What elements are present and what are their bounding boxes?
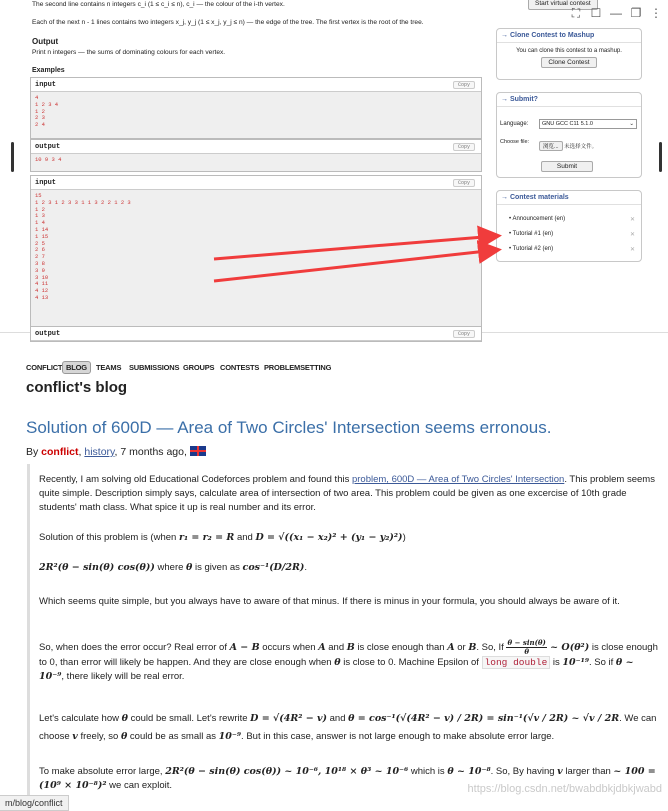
material-announcement[interactable]: • Announcement (en) bbox=[509, 216, 566, 222]
example1-output-text: 10 9 3 4 bbox=[31, 154, 481, 171]
nav-problemsetting[interactable]: PROBLEMSETTING bbox=[264, 363, 332, 372]
meta-by: By bbox=[26, 446, 42, 458]
post-meta bbox=[26, 446, 206, 458]
code-long-double: long double bbox=[482, 656, 551, 669]
scrollbar-left[interactable] bbox=[11, 142, 14, 172]
nav-groups[interactable]: GROUPS bbox=[183, 363, 215, 372]
close-icon: ✕ bbox=[629, 217, 635, 223]
nav-teams[interactable]: TEAMS bbox=[96, 363, 122, 372]
submit-box bbox=[496, 92, 642, 178]
problem-statement bbox=[30, 0, 490, 338]
example2-input-text: 15 1 2 3 1 2 3 3 1 1 3 2 2 1 2 3 1 2 1 3 1 4 1 14 1 15 2 5 2 6 2 7 3 8 3 9 3 10 4 11 4 12 4 13 bbox=[31, 190, 481, 330]
paragraph-7: To make absolute error large, 2R²(θ − sin(θ) cos(θ)) ~ 10⁻⁶, 10¹⁸ × θ³ ~ 10⁻⁶ which is θ ~ 10⁻⁸. So, By having v larger than ~ 100 = (10⁹ × 10⁻⁸)² we can exploit. bbox=[39, 766, 656, 791]
examples-title: Examples bbox=[32, 67, 65, 74]
example2-output-box bbox=[30, 326, 482, 342]
nav-conflict[interactable]: CONFLICT bbox=[26, 363, 63, 372]
nav-submissions[interactable]: SUBMISSIONS bbox=[129, 363, 180, 372]
paragraph-6: Let's calculate how θ could be small. Let's rewrite D = √(4R² − v) and θ = cos⁻¹(√(4R² − v) / 2R) = sin⁻¹(√v / 2R) ~ √v / 2R. We can choose v freely, so θ could be as small as 10⁻⁹. But in this case, answer is not large enough to make absolute error large. bbox=[39, 713, 657, 742]
formula-d: D = √((x₁ − x₂)² + (y₁ − y₂)²) bbox=[255, 532, 403, 543]
meta-sep: , bbox=[78, 446, 85, 458]
statement-line: Each of the next n - 1 lines contains two integers x_j, y_j (1 ≤ x_j, y_j ≤ n) — the edge of the tree. The first vertex is the root of the tree. bbox=[32, 19, 424, 26]
statement-line: The second line contains n integers c_i (1 ≤ c_i ≤ n), c_i — the colour of the i-th vertex. bbox=[32, 1, 285, 8]
status-bar-url: m/blog/conflict bbox=[0, 795, 69, 811]
output-section-title: Output bbox=[32, 37, 59, 46]
expand-icon[interactable]: ⛶ bbox=[571, 6, 581, 20]
output-label: output Copy bbox=[31, 327, 481, 341]
example2-input-box bbox=[30, 175, 482, 331]
input-label: input Copy bbox=[31, 176, 481, 190]
output-label: output Copy bbox=[31, 140, 481, 154]
paragraph-2: Solution of this problem is (when r₁ = r₂ = R and D = √((x₁ − x₂)² + (y₁ − y₂)²)) bbox=[39, 532, 406, 543]
browse-button[interactable]: 浏览... bbox=[539, 141, 563, 151]
problem-link[interactable]: problem, 600D — Area of Two Circles' Intersection bbox=[351, 474, 565, 485]
formula-theta: cos⁻¹(D/2R) bbox=[242, 562, 305, 573]
start-virtual-contest-button[interactable]: Start virtual contest bbox=[528, 0, 598, 10]
window-controls bbox=[568, 2, 668, 24]
scrollbar-right[interactable] bbox=[659, 142, 662, 172]
paragraph-1: Recently, I am solving old Educational Codeforces problem and found this problem, 600D — Area of Two Circles' Intersection. This problem seems quite simple. Description simply says, calculate area of intersection of two area. This problem could be given as one excercise of 10th grade students' math class. What spice it up is real number and its error. bbox=[39, 474, 655, 513]
material-tutorial-1[interactable]: • Tutorial #1 (en) bbox=[509, 231, 554, 237]
example1-output-box bbox=[30, 139, 482, 172]
copy-button[interactable]: Copy bbox=[453, 179, 475, 187]
submit-title: → Submit? bbox=[497, 93, 641, 107]
clone-contest-button[interactable]: Clone Contest bbox=[541, 57, 596, 68]
example1-input-box bbox=[30, 77, 482, 139]
input-label: input Copy bbox=[31, 78, 481, 92]
paragraph-3: 2R²(θ − sin(θ) cos(θ)) where θ is given as cos⁻¹(D/2R). bbox=[39, 562, 308, 573]
nav-contests[interactable]: CONTESTS bbox=[220, 363, 260, 372]
language-select[interactable]: GNU GCC C11 5.1.0 ⌄ bbox=[539, 119, 637, 129]
close-icon: ✕ bbox=[629, 232, 635, 238]
formula-fraction: $\frac{\theta - \sin(\theta)}{\theta}$ bbox=[507, 638, 546, 656]
output-description: Print n integers — the sums of dominating colours for each vertex. bbox=[32, 49, 226, 56]
nav-blog[interactable]: BLOG bbox=[62, 361, 91, 374]
submit-button[interactable]: Submit bbox=[541, 161, 593, 172]
file-input[interactable] bbox=[539, 141, 597, 151]
copy-button[interactable]: Copy bbox=[453, 330, 475, 338]
uk-flag-icon bbox=[190, 446, 206, 456]
problem-screenshot bbox=[0, 0, 668, 338]
clone-contest-title: → Clone Contest to Mashup bbox=[497, 29, 641, 43]
clone-description: You can clone this contest to a mashup. bbox=[516, 48, 622, 54]
chevron-down-icon: ⌄ bbox=[629, 121, 634, 127]
no-file-text: 未选择文件。 bbox=[564, 144, 598, 150]
example1-input-text: 4 1 2 3 4 1 2 2 3 2 4 bbox=[31, 92, 481, 138]
clone-contest-box bbox=[496, 28, 642, 80]
contest-materials-box bbox=[496, 190, 642, 262]
language-label: Language: bbox=[500, 121, 529, 127]
author-link[interactable]: conflict bbox=[41, 446, 79, 458]
material-tutorial-2[interactable]: • Tutorial #2 (en) bbox=[509, 246, 554, 252]
formula-r: r₁ = r₂ = R bbox=[178, 532, 235, 543]
formula-theta-rewrite: θ = cos⁻¹(√(4R² − v) / 2R) = sin⁻¹(√v / 2R) ~ √v / 2R bbox=[348, 713, 620, 724]
paragraph-4: Which seems quite simple, but you always have to aware of that minus. If there is minus in your formula, you should always be aware of it. bbox=[39, 596, 620, 607]
history-link[interactable]: history bbox=[84, 446, 115, 458]
contest-materials-title: → Contest materials bbox=[497, 191, 641, 205]
formula-area: 2R²(θ − sin(θ) cos(θ)) bbox=[39, 562, 155, 573]
choose-file-label: Choose file: bbox=[500, 139, 530, 145]
more-icon[interactable]: ⋮ bbox=[650, 6, 662, 20]
watermark: https://blog.csdn.net/bwabdbkjdbkjwabd bbox=[467, 783, 662, 795]
close-icon: ✕ bbox=[629, 247, 635, 253]
copy-button[interactable]: Copy bbox=[453, 81, 475, 89]
post-body bbox=[27, 464, 663, 811]
post-title[interactable]: Solution of 600D — Area of Two Circles' Intersection seems erronous. bbox=[26, 418, 552, 437]
meta-time: , 7 months ago, bbox=[114, 446, 190, 458]
bookmark-icon[interactable]: ☐ bbox=[590, 6, 602, 20]
copy-button[interactable]: Copy bbox=[453, 143, 475, 151]
sidebar bbox=[496, 0, 642, 333]
paragraph-5: So, when does the error occur? Real error of A − B occurs when A and B is close enough than A or B. So, If $\frac{\theta - \sin(\theta)}{\theta}$ ~ O(θ²) is close enough to 0, than error will likely be happen. And they are close enough when θ is close to 0. Machine Epsilon of long double is 10⁻¹⁹. So if θ ~ 10⁻⁹, there likely will be real error. bbox=[39, 638, 658, 682]
minimize-icon[interactable]: — bbox=[610, 6, 622, 20]
blog-heading: conflict's blog bbox=[26, 379, 128, 396]
restore-icon[interactable]: ❐ bbox=[630, 6, 642, 20]
